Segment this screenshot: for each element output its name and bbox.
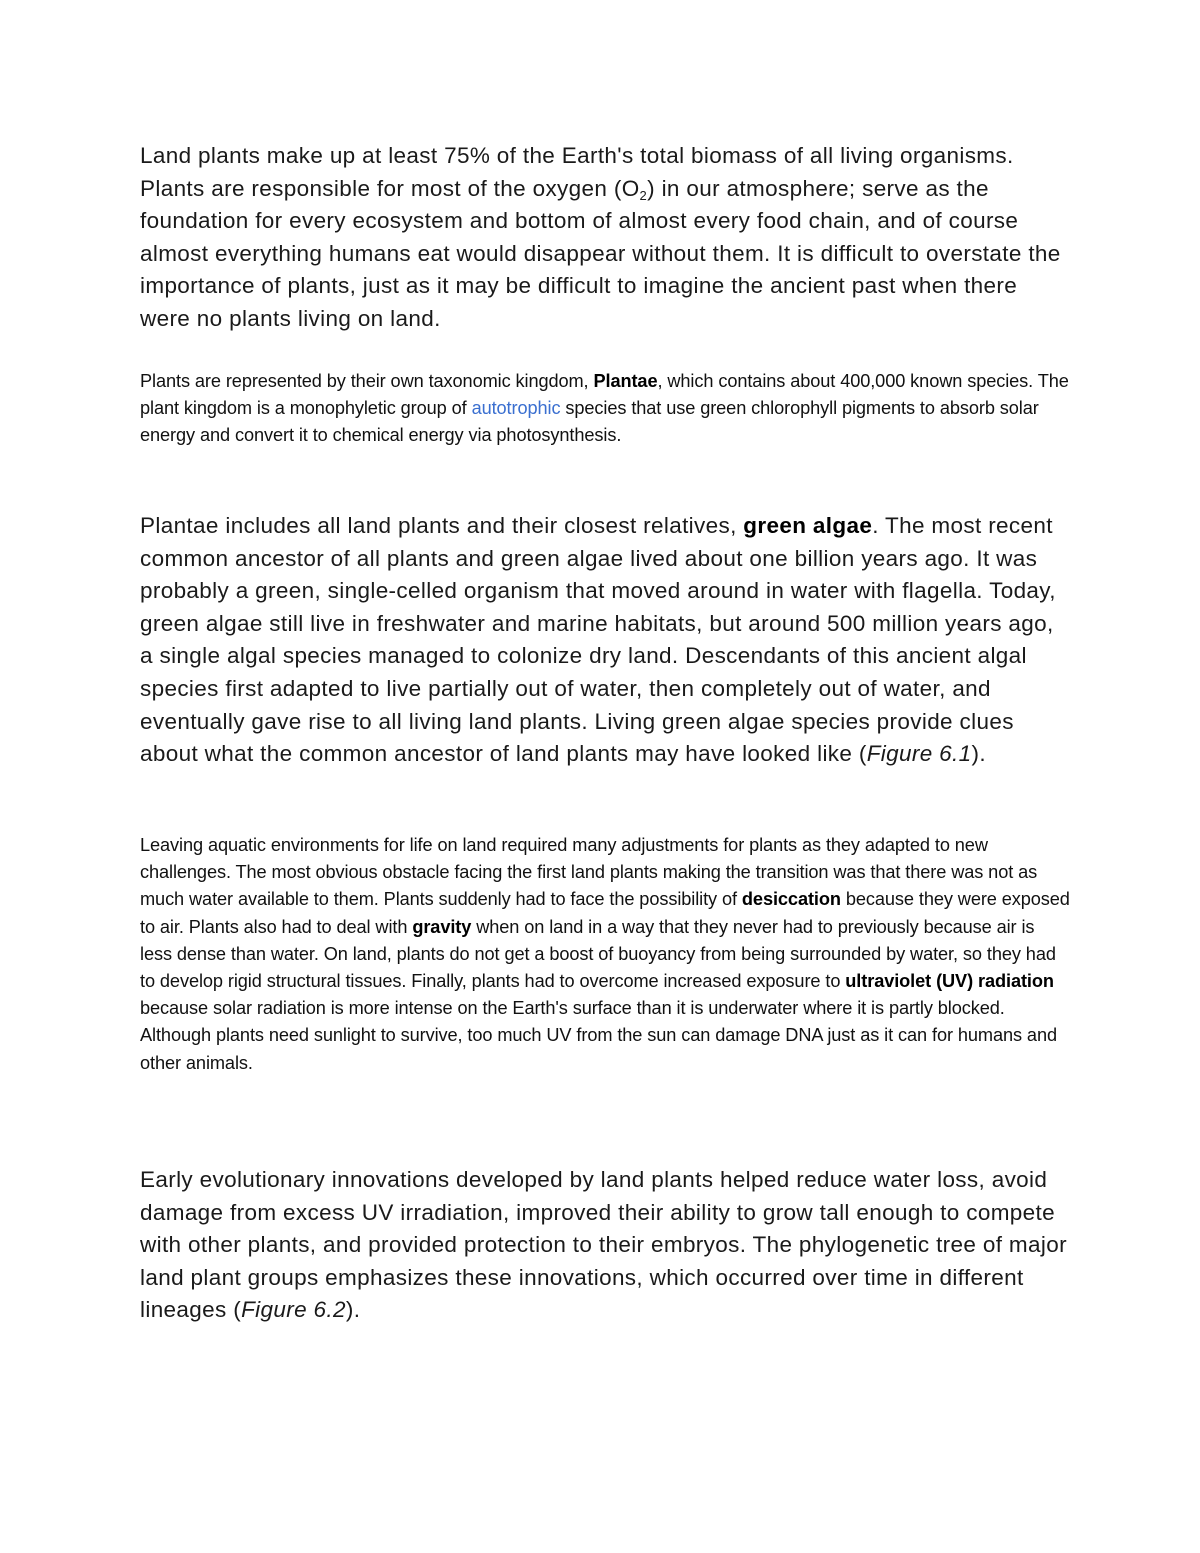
text: because they were exposed to air. Plants also had to deal with xyxy=(140,889,1070,937)
text: Land plants make up at least 75% of the Earth's total biomass of all living organisms. Plants are responsible for most of the oxygen (O xyxy=(140,143,1014,201)
text: ) in our atmosphere; serve as the foundation for every ecosystem and bottom of almost every food chain, and of course almost everything humans eat would disappear without them. It is difficult to overstate the importance of plants, just as it may be difficult to imagine the ancient past when there were no plants living on land. xyxy=(140,175,1061,331)
paragraph-challenges xyxy=(140,832,1070,1077)
text: Plants are represented by their own taxonomic kingdom, xyxy=(140,371,594,391)
term-plantae: Plantae xyxy=(593,371,658,391)
text: because solar radiation is more intense on the Earth's surface than it is underwater where it is partly blocked. Although plants need sunlight to survive, too much UV from the sun can damage DNA just as it can for humans and other animals. xyxy=(140,998,1057,1073)
paragraph-kingdom xyxy=(140,368,1070,450)
term-uv-radiation: ultraviolet (UV) radiation xyxy=(845,971,1054,992)
text: , which contains about 400,000 known species. The plant kingdom is a monophyletic group of xyxy=(140,371,1069,419)
text: Plantae includes all land plants and their closest relatives, xyxy=(140,513,744,538)
text: . The most recent common ancestor of all plants and green algae lived about one billion years ago. It was probably a green, single-celled organism that moved around in water with flagella. Today, green algae still live in freshwater and marine habitats, but around 500 million years ago, a single algal species managed to colonize dry land. Descendants of this ancient algal species first adapted to live partially out of water, then completely out of water, and eventually gave rise to all living land plants. Living green algae species provide clues about what the common ancestor of land plants may have looked like ( xyxy=(140,513,1056,767)
link-autotrophic[interactable]: autotrophic xyxy=(471,398,561,419)
paragraph-innovations xyxy=(140,1164,1070,1327)
text: Leaving aquatic environments for life on land required many adjustments for plants as they adapted to new challenges. The most obvious obstacle facing the first land plants making the transition was that there was not as much water available to them. Plants suddenly had to face the possibility of xyxy=(140,835,1038,910)
paragraph-green-algae xyxy=(140,510,1070,771)
paragraph-biomass xyxy=(140,140,1070,336)
text: species that use green chlorophyll pigments to absorb solar energy and convert it to chemical energy via photosynthesis. xyxy=(140,398,1039,446)
term-desiccation: desiccation xyxy=(741,889,841,910)
figure-reference: Figure 6.2 xyxy=(241,1297,346,1323)
text: when on land in a way that they never had to previously because air is less dense than water. On land, plants do not get a boost of buoyancy from being surrounded by water, so they had to develop rigid structural tissues. Finally, plants had to overcome increased exposure to xyxy=(140,916,1056,992)
term-green-algae: green algae xyxy=(743,513,873,538)
text: Early evolutionary innovations developed by land plants helped reduce water loss, avoid damage from excess UV irradiation, improved their ability to grow tall enough to compete with other plants, and provided protection to their embryos. The phylogenetic tree of major land plant groups emphasizes these innovations, which occurred over time in different lineages ( xyxy=(140,1167,1067,1323)
term-gravity: gravity xyxy=(412,916,472,937)
subscript: 2 xyxy=(639,187,648,203)
text: ). xyxy=(971,741,986,767)
text: ). xyxy=(345,1297,361,1323)
figure-reference: Figure 6.1 xyxy=(866,741,972,767)
